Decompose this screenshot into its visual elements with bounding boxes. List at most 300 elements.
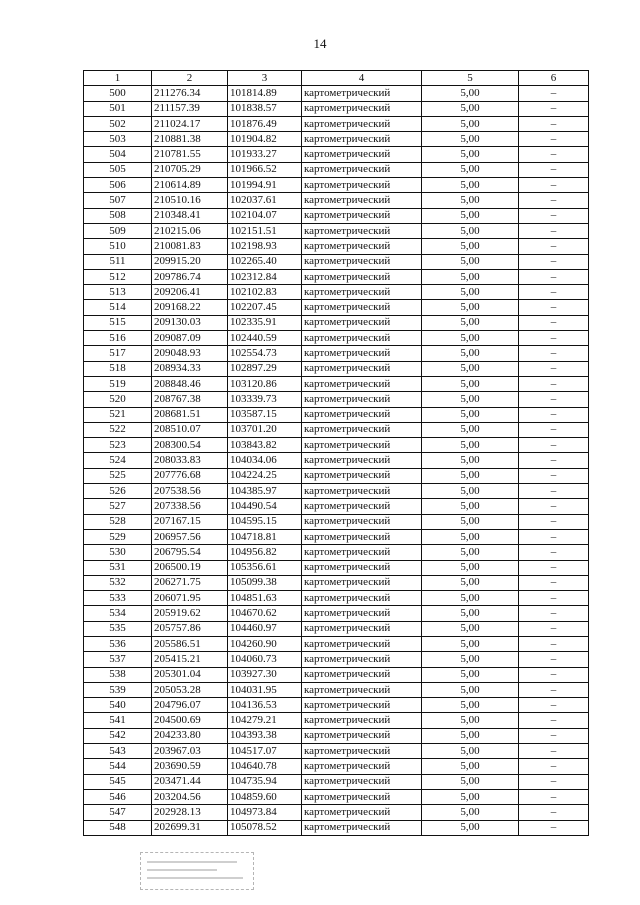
y-coordinate-cell: 103120.86 bbox=[228, 376, 302, 391]
table-row bbox=[84, 468, 589, 483]
column-header-5: 5 bbox=[422, 71, 519, 86]
point-number-cell: 533 bbox=[84, 591, 152, 606]
method-cell: картометрический bbox=[302, 254, 422, 269]
accuracy-cell: 5,00 bbox=[422, 744, 519, 759]
y-coordinate-cell: 102554.73 bbox=[228, 346, 302, 361]
table-row bbox=[84, 361, 589, 376]
note-cell: – bbox=[519, 560, 589, 575]
point-number-cell: 515 bbox=[84, 315, 152, 330]
point-number-cell: 530 bbox=[84, 545, 152, 560]
accuracy-cell: 5,00 bbox=[422, 789, 519, 804]
method-cell: картометрический bbox=[302, 147, 422, 162]
note-cell: – bbox=[519, 86, 589, 101]
table-row bbox=[84, 392, 589, 407]
method-cell: картометрический bbox=[302, 744, 422, 759]
y-coordinate-cell: 102102.83 bbox=[228, 285, 302, 300]
table-row bbox=[84, 101, 589, 116]
method-cell: картометрический bbox=[302, 315, 422, 330]
point-number-cell: 548 bbox=[84, 820, 152, 835]
note-cell: – bbox=[519, 713, 589, 728]
table-row bbox=[84, 453, 589, 468]
x-coordinate-cell: 205919.62 bbox=[152, 606, 228, 621]
column-header-1: 1 bbox=[84, 71, 152, 86]
y-coordinate-cell: 102207.45 bbox=[228, 300, 302, 315]
point-number-cell: 509 bbox=[84, 223, 152, 238]
point-number-cell: 510 bbox=[84, 239, 152, 254]
note-cell: – bbox=[519, 116, 589, 131]
x-coordinate-cell: 208510.07 bbox=[152, 422, 228, 437]
point-number-cell: 500 bbox=[84, 86, 152, 101]
method-cell: картометрический bbox=[302, 682, 422, 697]
accuracy-cell: 5,00 bbox=[422, 315, 519, 330]
point-number-cell: 539 bbox=[84, 682, 152, 697]
point-number-cell: 508 bbox=[84, 208, 152, 223]
note-cell: – bbox=[519, 361, 589, 376]
point-number-cell: 519 bbox=[84, 376, 152, 391]
header-row bbox=[84, 71, 589, 86]
y-coordinate-cell: 101994.91 bbox=[228, 178, 302, 193]
accuracy-cell: 5,00 bbox=[422, 636, 519, 651]
table-row bbox=[84, 759, 589, 774]
note-cell: – bbox=[519, 820, 589, 835]
point-number-cell: 543 bbox=[84, 744, 152, 759]
method-cell: картометрический bbox=[302, 422, 422, 437]
accuracy-cell: 5,00 bbox=[422, 376, 519, 391]
point-number-cell: 524 bbox=[84, 453, 152, 468]
table-row bbox=[84, 514, 589, 529]
y-coordinate-cell: 101814.89 bbox=[228, 86, 302, 101]
x-coordinate-cell: 203204.56 bbox=[152, 789, 228, 804]
accuracy-cell: 5,00 bbox=[422, 285, 519, 300]
y-coordinate-cell: 104595.15 bbox=[228, 514, 302, 529]
point-number-cell: 544 bbox=[84, 759, 152, 774]
x-coordinate-cell: 208848.46 bbox=[152, 376, 228, 391]
x-coordinate-cell: 207167.15 bbox=[152, 514, 228, 529]
x-coordinate-cell: 211024.17 bbox=[152, 116, 228, 131]
x-coordinate-cell: 203967.03 bbox=[152, 744, 228, 759]
accuracy-cell: 5,00 bbox=[422, 453, 519, 468]
accuracy-cell: 5,00 bbox=[422, 407, 519, 422]
table-row bbox=[84, 438, 589, 453]
accuracy-cell: 5,00 bbox=[422, 682, 519, 697]
table-row bbox=[84, 591, 589, 606]
x-coordinate-cell: 209206.41 bbox=[152, 285, 228, 300]
table-row bbox=[84, 300, 589, 315]
x-coordinate-cell: 205415.21 bbox=[152, 652, 228, 667]
note-cell: – bbox=[519, 759, 589, 774]
method-cell: картометрический bbox=[302, 208, 422, 223]
point-number-cell: 532 bbox=[84, 575, 152, 590]
table-row bbox=[84, 86, 589, 101]
note-cell: – bbox=[519, 178, 589, 193]
y-coordinate-cell: 103927.30 bbox=[228, 667, 302, 682]
column-header-4: 4 bbox=[302, 71, 422, 86]
accuracy-cell: 5,00 bbox=[422, 805, 519, 820]
x-coordinate-cell: 208681.51 bbox=[152, 407, 228, 422]
point-number-cell: 535 bbox=[84, 621, 152, 636]
method-cell: картометрический bbox=[302, 132, 422, 147]
accuracy-cell: 5,00 bbox=[422, 728, 519, 743]
x-coordinate-cell: 210781.55 bbox=[152, 147, 228, 162]
method-cell: картометрический bbox=[302, 392, 422, 407]
y-coordinate-cell: 104640.78 bbox=[228, 759, 302, 774]
table-row bbox=[84, 744, 589, 759]
method-cell: картометрический bbox=[302, 805, 422, 820]
y-coordinate-cell: 102198.93 bbox=[228, 239, 302, 254]
note-cell: – bbox=[519, 453, 589, 468]
table-row bbox=[84, 682, 589, 697]
table-row bbox=[84, 208, 589, 223]
table-row bbox=[84, 346, 589, 361]
method-cell: картометрический bbox=[302, 346, 422, 361]
accuracy-cell: 5,00 bbox=[422, 422, 519, 437]
y-coordinate-cell: 104279.21 bbox=[228, 713, 302, 728]
x-coordinate-cell: 204500.69 bbox=[152, 713, 228, 728]
table-row bbox=[84, 652, 589, 667]
note-cell: – bbox=[519, 545, 589, 560]
x-coordinate-cell: 210348.41 bbox=[152, 208, 228, 223]
method-cell: картометрический bbox=[302, 499, 422, 514]
note-cell: – bbox=[519, 254, 589, 269]
coordinates-table bbox=[83, 70, 589, 836]
note-cell: – bbox=[519, 606, 589, 621]
table-row bbox=[84, 575, 589, 590]
column-header-3: 3 bbox=[228, 71, 302, 86]
note-cell: – bbox=[519, 652, 589, 667]
accuracy-cell: 5,00 bbox=[422, 223, 519, 238]
table-row bbox=[84, 116, 589, 131]
table-row bbox=[84, 805, 589, 820]
method-cell: картометрический bbox=[302, 652, 422, 667]
point-number-cell: 542 bbox=[84, 728, 152, 743]
y-coordinate-cell: 104385.97 bbox=[228, 484, 302, 499]
table-row bbox=[84, 269, 589, 284]
method-cell: картометрический bbox=[302, 575, 422, 590]
note-cell: – bbox=[519, 101, 589, 116]
method-cell: картометрический bbox=[302, 407, 422, 422]
method-cell: картометрический bbox=[302, 774, 422, 789]
point-number-cell: 523 bbox=[84, 438, 152, 453]
note-cell: – bbox=[519, 529, 589, 544]
accuracy-cell: 5,00 bbox=[422, 132, 519, 147]
x-coordinate-cell: 209168.22 bbox=[152, 300, 228, 315]
point-number-cell: 522 bbox=[84, 422, 152, 437]
accuracy-cell: 5,00 bbox=[422, 667, 519, 682]
accuracy-cell: 5,00 bbox=[422, 239, 519, 254]
y-coordinate-cell: 102265.40 bbox=[228, 254, 302, 269]
method-cell: картометрический bbox=[302, 560, 422, 575]
accuracy-cell: 5,00 bbox=[422, 713, 519, 728]
point-number-cell: 521 bbox=[84, 407, 152, 422]
y-coordinate-cell: 104224.25 bbox=[228, 468, 302, 483]
method-cell: картометрический bbox=[302, 285, 422, 300]
accuracy-cell: 5,00 bbox=[422, 392, 519, 407]
point-number-cell: 514 bbox=[84, 300, 152, 315]
point-number-cell: 527 bbox=[84, 499, 152, 514]
column-header-2: 2 bbox=[152, 71, 228, 86]
point-number-cell: 507 bbox=[84, 193, 152, 208]
accuracy-cell: 5,00 bbox=[422, 269, 519, 284]
point-number-cell: 505 bbox=[84, 162, 152, 177]
x-coordinate-cell: 208934.33 bbox=[152, 361, 228, 376]
method-cell: картометрический bbox=[302, 545, 422, 560]
note-cell: – bbox=[519, 315, 589, 330]
accuracy-cell: 5,00 bbox=[422, 162, 519, 177]
x-coordinate-cell: 203471.44 bbox=[152, 774, 228, 789]
point-number-cell: 512 bbox=[84, 269, 152, 284]
point-number-cell: 525 bbox=[84, 468, 152, 483]
y-coordinate-cell: 103701.20 bbox=[228, 422, 302, 437]
accuracy-cell: 5,00 bbox=[422, 499, 519, 514]
x-coordinate-cell: 209087.09 bbox=[152, 331, 228, 346]
note-cell: – bbox=[519, 591, 589, 606]
note-cell: – bbox=[519, 331, 589, 346]
x-coordinate-cell: 210081.83 bbox=[152, 239, 228, 254]
accuracy-cell: 5,00 bbox=[422, 591, 519, 606]
y-coordinate-cell: 102151.51 bbox=[228, 223, 302, 238]
note-cell: – bbox=[519, 698, 589, 713]
note-cell: – bbox=[519, 789, 589, 804]
x-coordinate-cell: 206271.75 bbox=[152, 575, 228, 590]
note-cell: – bbox=[519, 667, 589, 682]
method-cell: картометрический bbox=[302, 438, 422, 453]
method-cell: картометрический bbox=[302, 713, 422, 728]
y-coordinate-cell: 103339.73 bbox=[228, 392, 302, 407]
note-cell: – bbox=[519, 422, 589, 437]
accuracy-cell: 5,00 bbox=[422, 438, 519, 453]
method-cell: картометрический bbox=[302, 269, 422, 284]
method-cell: картометрический bbox=[302, 86, 422, 101]
x-coordinate-cell: 207776.68 bbox=[152, 468, 228, 483]
x-coordinate-cell: 208767.38 bbox=[152, 392, 228, 407]
note-cell: – bbox=[519, 346, 589, 361]
point-number-cell: 546 bbox=[84, 789, 152, 804]
table-row bbox=[84, 545, 589, 560]
table-row bbox=[84, 698, 589, 713]
note-cell: – bbox=[519, 407, 589, 422]
table-row bbox=[84, 178, 589, 193]
method-cell: картометрический bbox=[302, 468, 422, 483]
table-row bbox=[84, 529, 589, 544]
method-cell: картометрический bbox=[302, 636, 422, 651]
point-number-cell: 537 bbox=[84, 652, 152, 667]
x-coordinate-cell: 210510.16 bbox=[152, 193, 228, 208]
y-coordinate-cell: 104031.95 bbox=[228, 682, 302, 697]
point-number-cell: 513 bbox=[84, 285, 152, 300]
y-coordinate-cell: 104718.81 bbox=[228, 529, 302, 544]
page-number: 14 bbox=[313, 36, 327, 51]
note-cell: – bbox=[519, 223, 589, 238]
x-coordinate-cell: 205586.51 bbox=[152, 636, 228, 651]
x-coordinate-cell: 206795.54 bbox=[152, 545, 228, 560]
note-cell: – bbox=[519, 239, 589, 254]
x-coordinate-cell: 209130.03 bbox=[152, 315, 228, 330]
table-row bbox=[84, 713, 589, 728]
note-cell: – bbox=[519, 682, 589, 697]
note-cell: – bbox=[519, 514, 589, 529]
accuracy-cell: 5,00 bbox=[422, 529, 519, 544]
y-coordinate-cell: 104393.38 bbox=[228, 728, 302, 743]
method-cell: картометрический bbox=[302, 621, 422, 636]
y-coordinate-cell: 104670.62 bbox=[228, 606, 302, 621]
x-coordinate-cell: 210215.06 bbox=[152, 223, 228, 238]
accuracy-cell: 5,00 bbox=[422, 514, 519, 529]
note-cell: – bbox=[519, 300, 589, 315]
method-cell: картометрический bbox=[302, 300, 422, 315]
point-number-cell: 516 bbox=[84, 331, 152, 346]
accuracy-cell: 5,00 bbox=[422, 545, 519, 560]
x-coordinate-cell: 205301.04 bbox=[152, 667, 228, 682]
method-cell: картометрический bbox=[302, 193, 422, 208]
note-cell: – bbox=[519, 728, 589, 743]
y-coordinate-cell: 104859.60 bbox=[228, 789, 302, 804]
note-cell: – bbox=[519, 193, 589, 208]
y-coordinate-cell: 103587.15 bbox=[228, 407, 302, 422]
point-number-cell: 536 bbox=[84, 636, 152, 651]
point-number-cell: 528 bbox=[84, 514, 152, 529]
point-number-cell: 511 bbox=[84, 254, 152, 269]
y-coordinate-cell: 103843.82 bbox=[228, 438, 302, 453]
accuracy-cell: 5,00 bbox=[422, 575, 519, 590]
table-row bbox=[84, 407, 589, 422]
note-cell: – bbox=[519, 376, 589, 391]
note-cell: – bbox=[519, 805, 589, 820]
accuracy-cell: 5,00 bbox=[422, 178, 519, 193]
point-number-cell: 526 bbox=[84, 484, 152, 499]
note-cell: – bbox=[519, 575, 589, 590]
accuracy-cell: 5,00 bbox=[422, 759, 519, 774]
note-cell: – bbox=[519, 499, 589, 514]
y-coordinate-cell: 105099.38 bbox=[228, 575, 302, 590]
accuracy-cell: 5,00 bbox=[422, 300, 519, 315]
table-row bbox=[84, 774, 589, 789]
point-number-cell: 538 bbox=[84, 667, 152, 682]
x-coordinate-cell: 204796.07 bbox=[152, 698, 228, 713]
note-cell: – bbox=[519, 468, 589, 483]
y-coordinate-cell: 104260.90 bbox=[228, 636, 302, 651]
point-number-cell: 547 bbox=[84, 805, 152, 820]
table-header bbox=[84, 71, 589, 86]
x-coordinate-cell: 211276.34 bbox=[152, 86, 228, 101]
y-coordinate-cell: 104735.94 bbox=[228, 774, 302, 789]
table-row bbox=[84, 560, 589, 575]
table-row bbox=[84, 820, 589, 835]
table-row bbox=[84, 285, 589, 300]
note-cell: – bbox=[519, 744, 589, 759]
y-coordinate-cell: 102897.29 bbox=[228, 361, 302, 376]
method-cell: картометрический bbox=[302, 484, 422, 499]
method-cell: картометрический bbox=[302, 759, 422, 774]
y-coordinate-cell: 104136.53 bbox=[228, 698, 302, 713]
table-row bbox=[84, 484, 589, 499]
x-coordinate-cell: 208300.54 bbox=[152, 438, 228, 453]
x-coordinate-cell: 206957.56 bbox=[152, 529, 228, 544]
method-cell: картометрический bbox=[302, 239, 422, 254]
method-cell: картометрический bbox=[302, 820, 422, 835]
accuracy-cell: 5,00 bbox=[422, 331, 519, 346]
point-number-cell: 540 bbox=[84, 698, 152, 713]
point-number-cell: 517 bbox=[84, 346, 152, 361]
method-cell: картометрический bbox=[302, 698, 422, 713]
point-number-cell: 541 bbox=[84, 713, 152, 728]
method-cell: картометрический bbox=[302, 116, 422, 131]
table-row bbox=[84, 789, 589, 804]
x-coordinate-cell: 209048.93 bbox=[152, 346, 228, 361]
method-cell: картометрический bbox=[302, 376, 422, 391]
x-coordinate-cell: 210881.38 bbox=[152, 132, 228, 147]
point-number-cell: 520 bbox=[84, 392, 152, 407]
y-coordinate-cell: 104460.97 bbox=[228, 621, 302, 636]
accuracy-cell: 5,00 bbox=[422, 254, 519, 269]
x-coordinate-cell: 204233.80 bbox=[152, 728, 228, 743]
table-row bbox=[84, 376, 589, 391]
x-coordinate-cell: 206500.19 bbox=[152, 560, 228, 575]
table-row bbox=[84, 132, 589, 147]
x-coordinate-cell: 205757.86 bbox=[152, 621, 228, 636]
method-cell: картометрический bbox=[302, 667, 422, 682]
x-coordinate-cell: 209786.74 bbox=[152, 269, 228, 284]
y-coordinate-cell: 101838.57 bbox=[228, 101, 302, 116]
y-coordinate-cell: 101904.82 bbox=[228, 132, 302, 147]
accuracy-cell: 5,00 bbox=[422, 698, 519, 713]
table-row bbox=[84, 193, 589, 208]
x-coordinate-cell: 210614.89 bbox=[152, 178, 228, 193]
y-coordinate-cell: 104060.73 bbox=[228, 652, 302, 667]
x-coordinate-cell: 202928.13 bbox=[152, 805, 228, 820]
table-row bbox=[84, 162, 589, 177]
table-row bbox=[84, 422, 589, 437]
note-cell: – bbox=[519, 269, 589, 284]
y-coordinate-cell: 104851.63 bbox=[228, 591, 302, 606]
table-row bbox=[84, 239, 589, 254]
table-row bbox=[84, 499, 589, 514]
note-cell: – bbox=[519, 636, 589, 651]
y-coordinate-cell: 102440.59 bbox=[228, 331, 302, 346]
point-number-cell: 545 bbox=[84, 774, 152, 789]
table-body bbox=[84, 86, 589, 836]
scan-stamp-mark bbox=[140, 852, 254, 890]
point-number-cell: 502 bbox=[84, 116, 152, 131]
method-cell: картометрический bbox=[302, 453, 422, 468]
accuracy-cell: 5,00 bbox=[422, 193, 519, 208]
method-cell: картометрический bbox=[302, 361, 422, 376]
x-coordinate-cell: 211157.39 bbox=[152, 101, 228, 116]
table-row bbox=[84, 667, 589, 682]
x-coordinate-cell: 209915.20 bbox=[152, 254, 228, 269]
method-cell: картометрический bbox=[302, 178, 422, 193]
note-cell: – bbox=[519, 162, 589, 177]
y-coordinate-cell: 104490.54 bbox=[228, 499, 302, 514]
method-cell: картометрический bbox=[302, 728, 422, 743]
x-coordinate-cell: 206071.95 bbox=[152, 591, 228, 606]
table-row bbox=[84, 331, 589, 346]
table-row bbox=[84, 728, 589, 743]
accuracy-cell: 5,00 bbox=[422, 86, 519, 101]
method-cell: картометрический bbox=[302, 101, 422, 116]
point-number-cell: 534 bbox=[84, 606, 152, 621]
y-coordinate-cell: 101966.52 bbox=[228, 162, 302, 177]
point-number-cell: 501 bbox=[84, 101, 152, 116]
point-number-cell: 531 bbox=[84, 560, 152, 575]
accuracy-cell: 5,00 bbox=[422, 774, 519, 789]
point-number-cell: 529 bbox=[84, 529, 152, 544]
x-coordinate-cell: 203690.59 bbox=[152, 759, 228, 774]
method-cell: картометрический bbox=[302, 331, 422, 346]
x-coordinate-cell: 207538.56 bbox=[152, 484, 228, 499]
y-coordinate-cell: 104034.06 bbox=[228, 453, 302, 468]
accuracy-cell: 5,00 bbox=[422, 484, 519, 499]
accuracy-cell: 5,00 bbox=[422, 208, 519, 223]
